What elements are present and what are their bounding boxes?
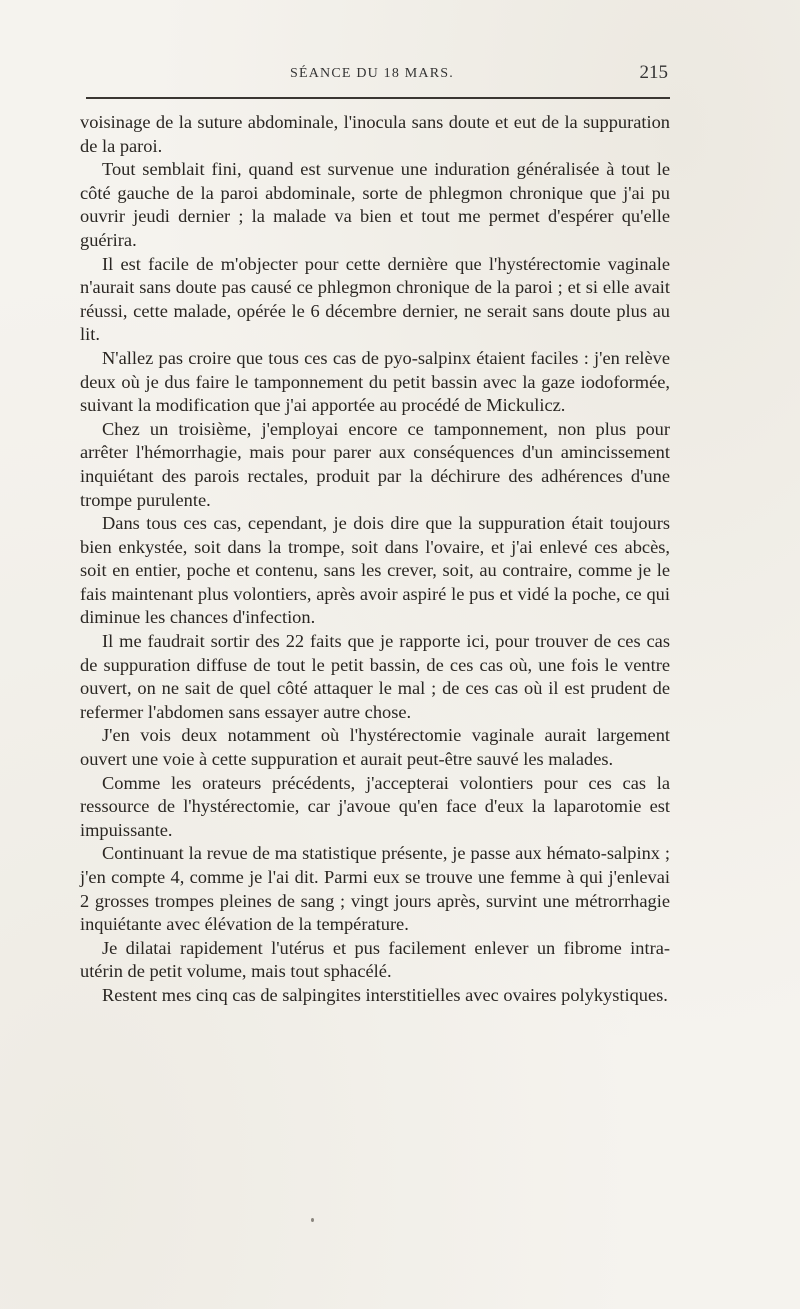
paragraph-9: Comme les orateurs précédents, j'accepterai volontiers pour ces cas la ressource de l'hystérectomie, car j'avoue qu'en face d'eux la laparotomie est impuissante. xyxy=(80,772,670,840)
page-header xyxy=(80,62,670,88)
paragraph-1: voisinage de la suture abdominale, l'inocula sans doute et eut de la suppuration de la paroi. xyxy=(80,112,670,156)
paragraph-12: Restent mes cinq cas de salpingites interstitielles avec ovaires polykystiques. xyxy=(102,984,668,1005)
paragraph-8: J'en vois deux notamment où l'hystérectomie vaginale aurait largement ouvert une voie à cette suppuration et aurait peut-être sauvé les malades. xyxy=(80,725,670,770)
paragraph-6: Dans tous ces cas, cependant, je dois dire que la suppuration était toujours bien enkystée, soit dans la trompe, soit dans l'ovaire, et j'ai enlevé ces abcès, soit en entier, poche et contenu, sans les crever, soit, au contraire, comme je le fais maintenant plus volontiers, après avoir aspiré le pus et vidé la poche, ce qui diminue les chances d'infection. xyxy=(80,513,670,628)
paragraph-3: Il est facile de m'objecter pour cette dernière que l'hystérectomie vaginale n'aurait sans doute pas causé ce phlegmon chronique de la paroi ; et si elle avait réussi, cette malade, opérée le 6 décembre dernier, ne serait sans doute plus au lit. xyxy=(80,253,670,345)
paragraph-10: Continuant la revue de ma statistique présente, je passe aux hémato-salpinx ; j'en compte 4, comme je l'ai dit. Parmi eux se trouve une femme à qui j'enlevai 2 grosses trompes pleines de sang ; vingt jours après, survint une métrorrhagie inquiétante avec élévation de la température. xyxy=(80,843,670,935)
paragraph-5: Chez un troisième, j'employai encore ce tamponnement, non plus pour arrêter l'hémorrhagie, mais pour parer aux conséquences d'un amincissement inquiétant des parois rectales, produit par la déchirure des adhérences d'une trompe purulente. xyxy=(80,418,670,510)
paragraph-4: N'allez pas croire que tous ces cas de pyo-salpinx étaient faciles : j'en relève deux où je dus faire le tamponnement du petit bassin avec la gaze iodoformée, suivant la modification que j'ai apportée au procédé de Mickulicz. xyxy=(80,347,670,416)
running-title: SÉANCE DU 18 MARS. xyxy=(290,66,454,81)
paragraph-11: Je dilatai rapidement l'utérus et pus facilement enlever un fibrome intra-utérin de petit volume, mais tout sphacélé. xyxy=(80,937,670,982)
page-number: 215 xyxy=(639,62,668,83)
ink-speck xyxy=(311,1218,314,1222)
paragraph-7: Il me faudrait sortir des 22 faits que je rapporte ici, pour trouver de ces cas de suppuration diffuse de tout le petit bassin, de ces cas où, une fois le ventre ouvert, on ne sait de quel côté attaquer le mal ; de ces cas où il est prudent de refermer l'abdomen sans essayer autre chose. xyxy=(80,631,670,722)
header-rule xyxy=(86,97,670,99)
body-text xyxy=(80,111,670,1008)
paragraph-2: Tout semblait fini, quand est survenue une induration généralisée à tout le côté gauche de la paroi abdominale, sorte de phlegmon chronique que j'ai pu ouvrir jeudi dernier ; la malade va bien et tout me permet d'espérer qu'elle guérira. xyxy=(80,159,670,250)
